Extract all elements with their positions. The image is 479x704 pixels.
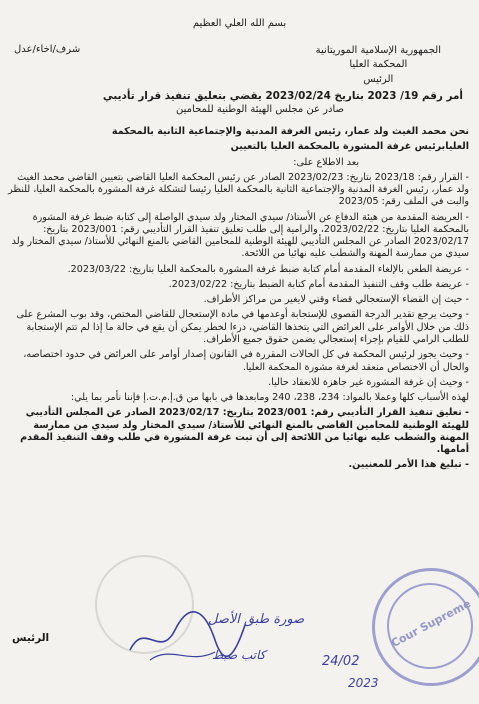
paragraph-3: - عريضة الطعن بالإلغاء المقدمة أمام كتابة ضبط غرفة المشورة بالمحكمة العليا بتاريخ: 2023/03/22. <box>67 263 469 275</box>
paragraph-4: - عريضة طلب وقف التنفيذ المقدمة أمام كتابة الضبط بتاريخ: 2023/02/22. <box>168 278 469 290</box>
handwritten-true-copy: صورة طبق الأصل <box>208 612 305 627</box>
intro-line-1: نحن محمد الغيث ولد عمار، رئيس الغرفة المدنية والإجتماعية الثانية بالمحكمة <box>111 126 469 137</box>
basmala: بسم الله العلي العظيم <box>192 18 287 29</box>
paragraph-6: - وحيث يرجع تقدير الدرجة القصوى للإستجابة أوعدمها في مادة الإستعجال للقاضي المختص، وقد بوب المشرع على ذلك من خلال الأوامر على العرائض التي يتخذها القاضي، درءا لخطر يمكن أن يقع في حالة ما إذا لم تتم الإستجابة للطلب الرامي للقيام بإجراء إستعجالي يضمن حقوق جميع الأطراف. <box>16 309 469 345</box>
handwritten-year: 2023 <box>348 676 379 690</box>
court-stamp <box>372 568 479 686</box>
header-right <box>316 44 441 87</box>
header-motto: شرف/اخاء/عدل <box>14 44 81 55</box>
paragraph-8: - وحيث إن غرفة المشورة غير جاهزة للانعقاد حاليا. <box>268 376 469 388</box>
intro-line-2: العليابرئيس غرفة المشورة بالمحكمة العليا بالتعيين <box>230 141 469 153</box>
handwritten-clerk: كاتب ضبط <box>212 648 266 662</box>
handwritten-date: 24/02 <box>322 654 360 669</box>
office-title: الرئيس <box>363 74 394 85</box>
court-name: المحكمة العليا <box>349 58 408 70</box>
paragraph-2: - العريضة المقدمة من هيئة الدفاع عن الأستاذ/ سيدي المختار ولد سيدي الواصلة إلى كتابة ضبط غرفة المشورة بالمحكمة العليا بتاريخ: 2023/02/22، والرامية إلى طلب تعليق تنفيذ القرار التأديبي رقم: 2023/001 بتاريخ: 2023/02/17 الصادر عن المجلس التأديبي للهيئة الوطنية للمحامين القاضي بالمنع النهائي للأستاذ/ سيدي المختار ولد سيدي من ممارسة المهنة والشطب عليه نهائيا من اللائحة. <box>11 211 469 260</box>
paragraph-7: - وحيث يجوز لرئيس المحكمة في كل الحالات المقررة في القانون إصدار أوامر على العرائض في حدود اختصاصه، والحال أن الاختصاص منعقد لغرفة مشورة المحكمة العليا. <box>23 349 469 373</box>
paragraph-5: - حيث إن القضاء الإستعجالي قضاء وقتي لايغير من مراكز الأطراف. <box>203 294 469 306</box>
decision-1: - تعليق تنفيذ القرار التأديبي رقم: 2023/001 بتاريخ: 2023/02/17 الصادر عن المجلس التأديبي للهيئة الوطنية للمحامين القاضي بالمنع النهائي للأستاذ/ سيدي المختار ولد سيدي من ممارسة المهنة والشطب عليه نهائيا من اللائحة إلى أن تبت غرفة المشورة في طلب وقف التنفيذ المقدم أمامها. <box>20 407 469 456</box>
reasons-line: لهذه الأسباب كلها وعملا بالمواد: 234، 238، 240 ومابعدها في بابها من ق.إ.م.ت.إ فإننا نأمر بما يلي: <box>70 392 469 404</box>
order-subtitle: صادر عن مجلس الهيئة الوطنية للمحامين <box>176 104 344 115</box>
court-stamp-text: Cour Supreme <box>389 597 473 650</box>
document-body <box>7 118 469 475</box>
intro-line-3: بعد الاطلاع على: <box>293 156 359 168</box>
signature-label: الرئيس <box>12 632 50 644</box>
order-title: أمر رقم 19/ 2023 بتاريخ 2023/02/24 يقضي بتعليق تنفيذ قرار تأديبي <box>102 90 463 102</box>
decision-2: - تبليغ هذا الأمر للمعنيين. <box>348 459 469 471</box>
paragraph-1: - القرار رقم: 2023/18 بتاريخ: 2023/02/23 الصادر عن رئيس المحكمة العليا القاضي بتعيين القاضي محمد الغيث ولد عمار، رئيس الغرفة المدنية والإجتماعية الثانية بالمحكمة العليا رئيسا لتشكلة غرفة المشورة بالمحكمة العليا، للنظر والبت في الملف رقم: 2023/05 <box>8 171 469 208</box>
country-name: الجمهورية الإسلامية الموريتانية <box>315 45 441 56</box>
